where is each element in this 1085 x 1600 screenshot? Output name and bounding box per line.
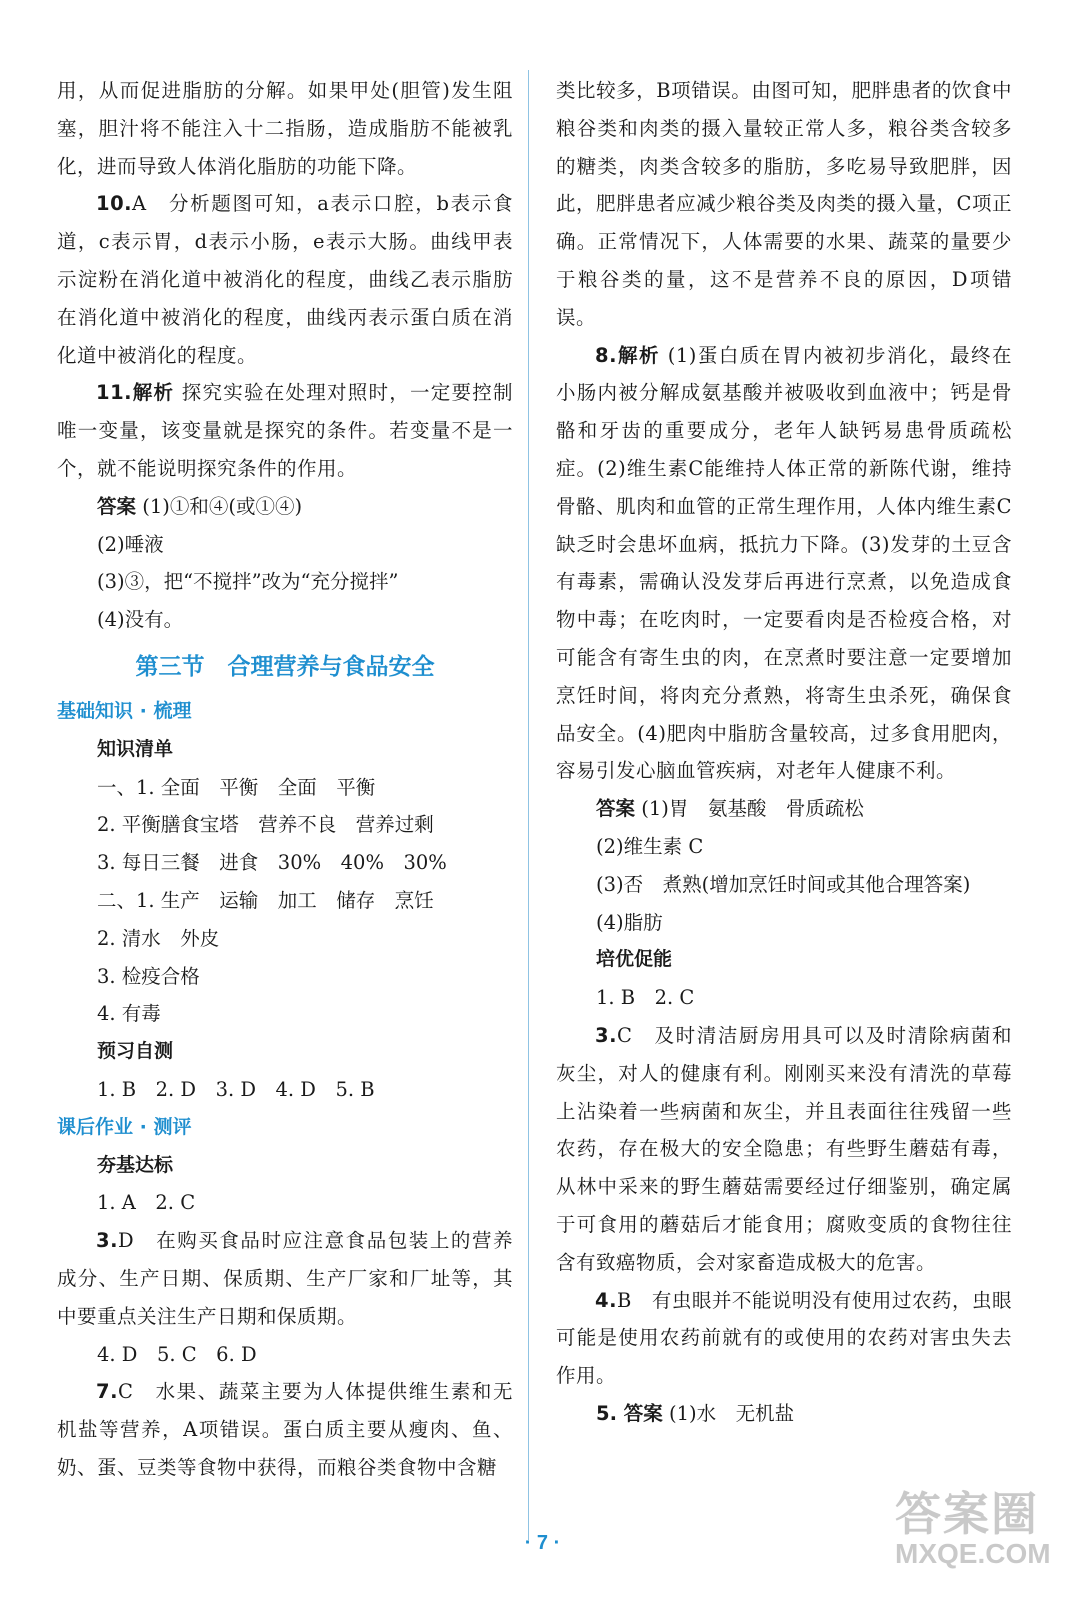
question-3	[57, 1222, 513, 1335]
question-text: C 及时清洁厨房用具可以及时清除病菌和灰尘，对人的健康有利。刚刚买来没有清洗的草莓上沾染着一些病菌和灰尘，并且表面往往残留一些农药，存在极大的安全隐患；有些野生蘑菇有毒，从林中采来的野生蘑菇需要经过仔细鉴别，确定属于可食用的蘑菇后才能食用；腐败变质的食物往往含有致癌物质，会对家畜造成极大的危害。	[556, 1023, 1012, 1274]
watermark-logo	[895, 1478, 1075, 1593]
question-7	[57, 1373, 513, 1486]
answer-label: 答案	[596, 797, 636, 821]
answer-line: (3)否 煮熟(增加烹饪时间或其他合理答案)	[596, 872, 971, 896]
answer-line: (2)维生素 C	[596, 834, 704, 858]
answer-line: 5. 答案 (1)水 无机盐	[596, 1401, 795, 1425]
analysis-label: 11.解析	[96, 381, 175, 405]
watermark-url: MXQE.COM	[895, 1538, 1051, 1569]
column-divider	[528, 70, 529, 1540]
question-11	[57, 374, 513, 487]
question-3	[556, 1017, 1012, 1282]
question-number: 3.	[595, 1023, 617, 1047]
subheading: 培优促能	[596, 948, 673, 971]
watermark-text: 答案圈	[895, 1487, 1039, 1541]
answer-label: 5. 答案	[596, 1401, 663, 1425]
answer-line: 1. B 2. C	[596, 986, 695, 1010]
answer-line: (2)唾液	[97, 532, 164, 556]
subheading: 知识清单	[97, 737, 174, 760]
question-8	[556, 337, 1012, 791]
answer-line: 答案 (1)胃 氨基酸 骨质疏松	[596, 797, 864, 821]
answer-line: 1. B 2. D 3. D 4. D 5. B	[97, 1077, 375, 1101]
question-text: A 分析题图可知，a表示口腔，b表示食道，c表示胃，d表示小肠，e表示大肠。曲线甲表示淀粉在消化道中被消化的程度，曲线乙表示脂肪在消化道中被消化的程度，曲线丙表示蛋白质在消化道中被消化的程度。	[57, 192, 513, 367]
section-heading: 基础知识 · 梳理	[57, 699, 192, 722]
page-number: · 7 ·	[524, 1532, 561, 1554]
section-title: 第三节 合理营养与食品安全	[135, 653, 435, 680]
knowledge-item: 一、1. 全面 平衡 全面 平衡	[97, 775, 376, 799]
knowledge-item: 2. 清水 外皮	[97, 926, 220, 950]
knowledge-item: 3. 每日三餐 进食 30% 40% 30%	[97, 851, 447, 875]
question-text: B 有虫眼并不能说明没有使用过农药，虫眼可能是使用农药前就有的或使用的农药对害虫失去作用。	[556, 1288, 1012, 1388]
question-text: D 在购买食品时应注意食品包装上的营养成分、生产日期、保质期、生产厂家和厂址等，其中要重点关注生产日期和保质期。	[57, 1229, 513, 1328]
paragraph: 类比较多，B项错误。由图可知，肥胖患者的饮食中粮谷类和肉类的摄入量较正常人多，粮谷类含较多的糖类，肉类含较多的脂肪，多吃易导致肥胖，因此，肥胖患者应减少粮谷类及肉类的摄入量，C项正确。正常情况下，人体需要的水果、蔬菜的量要少于粮谷类的量，这不是营养不良的原因，D项错误。	[556, 79, 1012, 329]
answer-line: 答案 (1)①和④(或①④)	[97, 494, 303, 518]
question-text: (1)蛋白质在胃内被初步消化，最终在小肠内被分解成氨基酸并被吸收到血液中；钙是骨骼和牙齿的重要成分，老年人缺钙易患骨质疏松症。(2)维生素C能维持人体正常的新陈代谢，维持骨骼、肌肉和血管的正常生理作用，人体内维生素C缺乏时会患坏血病，抵抗力下降。(3)发芽的土豆含有毒素，需确认没发芽后再进行烹煮，以免造成食物中毒；在吃肉时，一定要看肉是否检疫合格，对可能含有寄生虫的肉，在烹煮时要注意一定要增加烹饪时间，将肉充分煮熟，将寄生虫杀死，确保食品安全。(4)肥肉中脂肪含量较高，过多食用肥肉，容易引发心脑血管疾病，对老年人健康不利。	[556, 343, 1013, 783]
answer-line: 4. D 5. C 6. D	[97, 1342, 257, 1366]
right-column	[556, 72, 1012, 1433]
answer-line: (3)③，把“不搅拌”改为“充分搅拌”	[97, 570, 399, 594]
analysis-label: 8.解析	[595, 343, 661, 367]
knowledge-item: 2. 平衡膳食宝塔 营养不良 营养过剩	[97, 813, 434, 837]
knowledge-item: 二、1. 生产 运输 加工 储存 烹饪	[97, 888, 434, 912]
question-number: 10.	[96, 192, 133, 216]
question-10	[57, 185, 513, 374]
answer-label: 答案	[97, 494, 137, 518]
knowledge-item: 4. 有毒	[97, 1002, 161, 1026]
paragraph: 用，从而促进脂肪的分解。如果甲处(胆管)发生阻塞，胆汁将不能注入十二指肠，造成脂肪不能被乳化，进而导致人体消化脂肪的功能下降。	[57, 79, 513, 178]
answer-line: (4)没有。	[97, 608, 184, 632]
answer-line: (4)脂肪	[596, 910, 663, 934]
question-4	[556, 1282, 1012, 1395]
knowledge-item: 3. 检疫合格	[97, 964, 200, 988]
subheading: 预习自测	[97, 1040, 174, 1063]
question-number: 7.	[96, 1380, 118, 1404]
left-column	[57, 72, 513, 1487]
question-text: C 水果、蔬菜主要为人体提供维生素和无机盐等营养，A项错误。蛋白质主要从瘦肉、鱼、奶、蛋、豆类等食物中获得，而粮谷类食物中含糖	[57, 1380, 513, 1479]
question-text: 探究实验在处理对照时，一定要控制唯一变量，该变量就是探究的条件。若变量不是一个，就不能说明探究条件的作用。	[57, 381, 513, 480]
subheading: 夯基达标	[97, 1153, 174, 1176]
question-number: 3.	[96, 1229, 118, 1253]
section-heading: 课后作业 · 测评	[57, 1115, 192, 1138]
question-number: 4.	[595, 1288, 617, 1312]
answer-line: 1. A 2. C	[97, 1191, 196, 1215]
